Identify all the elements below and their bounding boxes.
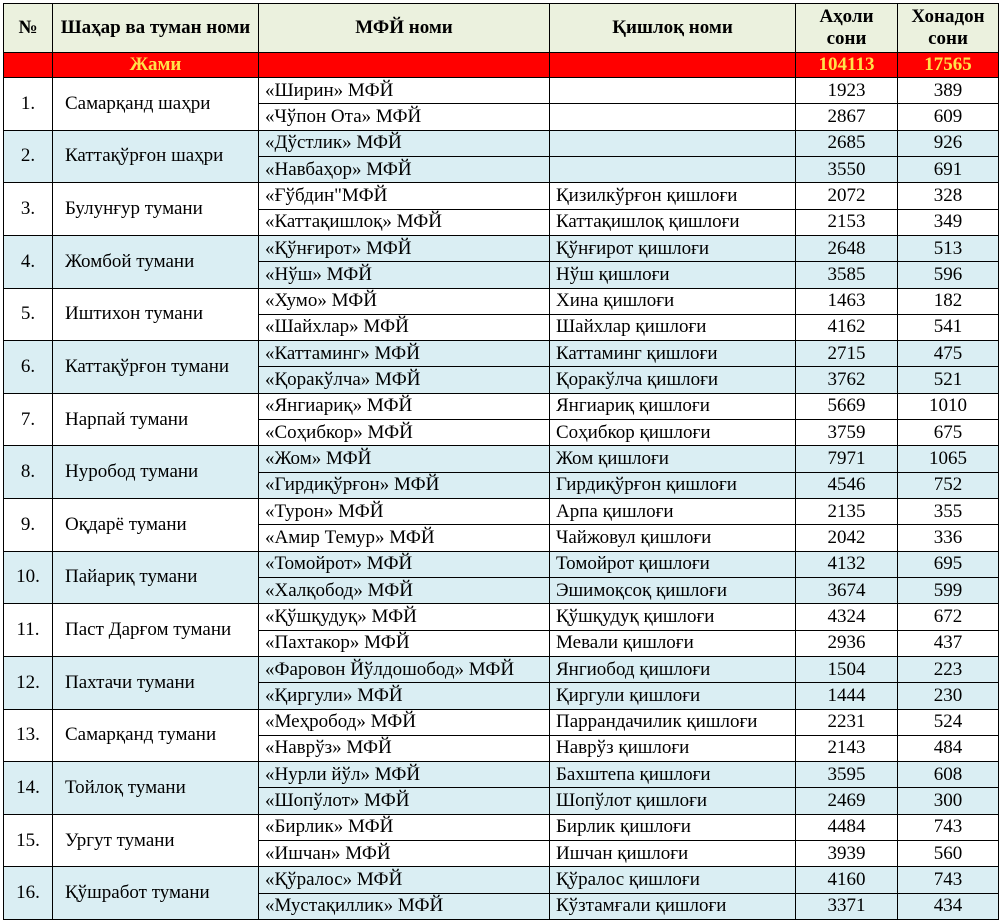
district-name: Тойлоқ тумани xyxy=(53,762,259,815)
village-name: Жом қишлоғи xyxy=(550,446,796,472)
row-number: 5. xyxy=(4,288,53,341)
village-name: Каттаминг қишлоғи xyxy=(550,341,796,367)
village-name xyxy=(550,78,796,104)
village-name: Кўзтамғали қишлоғи xyxy=(550,893,796,919)
population-value: 3762 xyxy=(796,367,898,393)
households-value: 672 xyxy=(898,604,999,630)
village-name: Чайжовул қишлоғи xyxy=(550,525,796,551)
row-number: 10. xyxy=(4,551,53,604)
households-value: 675 xyxy=(898,420,999,446)
total-row xyxy=(4,53,999,78)
population-value: 1444 xyxy=(796,683,898,709)
row-number: 13. xyxy=(4,709,53,762)
population-value: 2135 xyxy=(796,499,898,525)
village-name: Қоракўлча қишлоғи xyxy=(550,367,796,393)
mfy-name: «Наврўз» МФЙ xyxy=(259,735,550,761)
row-number: 1. xyxy=(4,78,53,131)
households-value: 437 xyxy=(898,630,999,656)
district-name: Пахтачи тумани xyxy=(53,656,259,709)
total-num-cell xyxy=(4,53,53,78)
mfy-name: «Шайхлар» МФЙ xyxy=(259,314,550,340)
row-number: 9. xyxy=(4,499,53,552)
mfy-name: «Амир Темур» МФЙ xyxy=(259,525,550,551)
district-name: Паст Дарғом тумани xyxy=(53,604,259,657)
population-value: 4546 xyxy=(796,472,898,498)
households-value: 513 xyxy=(898,235,999,261)
population-value: 4132 xyxy=(796,551,898,577)
district-name: Оқдарё тумани xyxy=(53,499,259,552)
mfy-name: «Фаровон Йўлдошобод» МФЙ xyxy=(259,656,550,682)
table-row xyxy=(4,656,999,682)
population-value: 2685 xyxy=(796,130,898,156)
village-name: Қизилкўрғон қишлоғи xyxy=(550,183,796,209)
households-value: 541 xyxy=(898,314,999,340)
population-value: 2143 xyxy=(796,735,898,761)
district-name: Жомбой тумани xyxy=(53,235,259,288)
population-value: 3939 xyxy=(796,841,898,867)
village-name: Ишчан қишлоғи xyxy=(550,841,796,867)
header-population: Аҳоли сони xyxy=(796,4,898,53)
mfy-name: «Пахтакор» МФЙ xyxy=(259,630,550,656)
mfy-name: «Қоракўлча» МФЙ xyxy=(259,367,550,393)
population-value: 5669 xyxy=(796,393,898,419)
header-row xyxy=(4,4,999,53)
population-value: 3371 xyxy=(796,893,898,919)
total-population: 104113 xyxy=(796,53,898,78)
households-value: 596 xyxy=(898,262,999,288)
population-value: 4484 xyxy=(796,814,898,840)
mfy-name: «Каттақишлоқ» МФЙ xyxy=(259,209,550,235)
total-households: 17565 xyxy=(898,53,999,78)
village-name: Шопўлот қишлоғи xyxy=(550,788,796,814)
village-name xyxy=(550,130,796,156)
population-value: 1504 xyxy=(796,656,898,682)
table-row xyxy=(4,604,999,630)
table-row xyxy=(4,814,999,840)
village-name: Эшимоқсоқ қишлоғи xyxy=(550,577,796,603)
header-village: Қишлоқ номи xyxy=(550,4,796,53)
population-value: 2867 xyxy=(796,104,898,130)
households-value: 524 xyxy=(898,709,999,735)
village-name: Каттақишлоқ қишлоғи xyxy=(550,209,796,235)
village-name: Наврўз қишлоғи xyxy=(550,735,796,761)
district-name: Каттақўрғон тумани xyxy=(53,341,259,394)
row-number: 11. xyxy=(4,604,53,657)
households-value: 608 xyxy=(898,762,999,788)
village-name: Шайхлар қишлоғи xyxy=(550,314,796,340)
households-value: 521 xyxy=(898,367,999,393)
mfy-name: «Янгиариқ» МФЙ xyxy=(259,393,550,419)
table-row xyxy=(4,78,999,104)
households-value: 560 xyxy=(898,841,999,867)
households-value: 743 xyxy=(898,814,999,840)
table-row xyxy=(4,341,999,367)
district-name: Самарқанд шаҳри xyxy=(53,78,259,131)
village-name: Мевали қишлоғи xyxy=(550,630,796,656)
village-name: Қўралос қишлоғи xyxy=(550,867,796,893)
households-value: 484 xyxy=(898,735,999,761)
table-row xyxy=(4,499,999,525)
households-value: 328 xyxy=(898,183,999,209)
mfy-name: «Хумо» МФЙ xyxy=(259,288,550,314)
mfy-name: «Гирдиқўрғон» МФЙ xyxy=(259,472,550,498)
households-value: 230 xyxy=(898,683,999,709)
village-name: Янгиариқ қишлоғи xyxy=(550,393,796,419)
population-value: 2936 xyxy=(796,630,898,656)
row-number: 12. xyxy=(4,656,53,709)
population-value: 3674 xyxy=(796,577,898,603)
total-mfy-cell xyxy=(259,53,550,78)
mfy-name: «Томойрот» МФЙ xyxy=(259,551,550,577)
mfy-name: «Чўпон Ота» МФЙ xyxy=(259,104,550,130)
row-number: 8. xyxy=(4,446,53,499)
table-row xyxy=(4,709,999,735)
header-mfy: МФЙ номи xyxy=(259,4,550,53)
population-value: 7971 xyxy=(796,446,898,472)
district-name: Нарпай тумани xyxy=(53,393,259,446)
row-number: 7. xyxy=(4,393,53,446)
village-name: Янгиобод қишлоғи xyxy=(550,656,796,682)
district-name: Иштихон тумани xyxy=(53,288,259,341)
district-name: Нуробод тумани xyxy=(53,446,259,499)
households-value: 599 xyxy=(898,577,999,603)
households-value: 223 xyxy=(898,656,999,682)
mfy-name: «Турон» МФЙ xyxy=(259,499,550,525)
row-number: 6. xyxy=(4,341,53,394)
village-name xyxy=(550,104,796,130)
settlements-table xyxy=(3,3,999,920)
mfy-name: «Дўстлик» МФЙ xyxy=(259,130,550,156)
mfy-name: «Қўнғирот» МФЙ xyxy=(259,235,550,261)
village-name: Нўш қишлоғи xyxy=(550,262,796,288)
population-value: 4162 xyxy=(796,314,898,340)
row-number: 4. xyxy=(4,235,53,288)
village-name: Хина қишлоғи xyxy=(550,288,796,314)
mfy-name: «Мустақиллик» МФЙ xyxy=(259,893,550,919)
population-value: 1923 xyxy=(796,78,898,104)
village-name: Гирдиқўрғон қишлоғи xyxy=(550,472,796,498)
population-value: 3759 xyxy=(796,420,898,446)
district-name: Каттақўрғон шаҳри xyxy=(53,130,259,183)
mfy-name: «Соҳибкор» МФЙ xyxy=(259,420,550,446)
population-value: 2072 xyxy=(796,183,898,209)
table-row xyxy=(4,393,999,419)
mfy-name: «Ширин» МФЙ xyxy=(259,78,550,104)
row-number: 2. xyxy=(4,130,53,183)
households-value: 355 xyxy=(898,499,999,525)
table-row xyxy=(4,867,999,893)
district-name: Булунғур тумани xyxy=(53,183,259,236)
mfy-name: «Қиргули» МФЙ xyxy=(259,683,550,709)
mfy-name: «Ғўбдин"МФЙ xyxy=(259,183,550,209)
mfy-name: «Қўралос» МФЙ xyxy=(259,867,550,893)
district-name: Ургут тумани xyxy=(53,814,259,867)
table-row xyxy=(4,130,999,156)
population-value: 3585 xyxy=(796,262,898,288)
village-name: Қўшқудуқ қишлоғи xyxy=(550,604,796,630)
mfy-name: «Халқобод» МФЙ xyxy=(259,577,550,603)
households-value: 691 xyxy=(898,156,999,182)
mfy-name: «Бирлик» МФЙ xyxy=(259,814,550,840)
row-number: 3. xyxy=(4,183,53,236)
mfy-name: «Нурли йўл» МФЙ xyxy=(259,762,550,788)
households-value: 434 xyxy=(898,893,999,919)
table-row xyxy=(4,183,999,209)
row-number: 16. xyxy=(4,867,53,920)
total-label: Жами xyxy=(53,53,259,78)
households-value: 926 xyxy=(898,130,999,156)
village-name: Паррандачилик қишлоғи xyxy=(550,709,796,735)
district-name: Пайариқ тумани xyxy=(53,551,259,604)
village-name: Арпа қишлоғи xyxy=(550,499,796,525)
header-households: Хонадон сони xyxy=(898,4,999,53)
population-value: 3595 xyxy=(796,762,898,788)
population-value: 3550 xyxy=(796,156,898,182)
district-name: Қўшработ тумани xyxy=(53,867,259,920)
mfy-name: «Нўш» МФЙ xyxy=(259,262,550,288)
table-row xyxy=(4,235,999,261)
village-name: Бахштепа қишлоғи xyxy=(550,762,796,788)
header-num: № xyxy=(4,4,53,53)
households-value: 300 xyxy=(898,788,999,814)
village-name: Соҳибкор қишлоғи xyxy=(550,420,796,446)
village-name xyxy=(550,156,796,182)
table-row xyxy=(4,446,999,472)
mfy-name: «Қўшқудуқ» МФЙ xyxy=(259,604,550,630)
district-name: Самарқанд тумани xyxy=(53,709,259,762)
population-value: 2648 xyxy=(796,235,898,261)
households-value: 752 xyxy=(898,472,999,498)
village-name: Қўнғирот қишлоғи xyxy=(550,235,796,261)
population-value: 4160 xyxy=(796,867,898,893)
population-value: 4324 xyxy=(796,604,898,630)
households-value: 609 xyxy=(898,104,999,130)
village-name: Қиргули қишлоғи xyxy=(550,683,796,709)
households-value: 695 xyxy=(898,551,999,577)
households-value: 389 xyxy=(898,78,999,104)
households-value: 475 xyxy=(898,341,999,367)
mfy-name: «Каттаминг» МФЙ xyxy=(259,341,550,367)
households-value: 336 xyxy=(898,525,999,551)
population-value: 1463 xyxy=(796,288,898,314)
population-value: 2469 xyxy=(796,788,898,814)
row-number: 15. xyxy=(4,814,53,867)
table-body xyxy=(4,78,999,920)
mfy-name: «Меҳробод» МФЙ xyxy=(259,709,550,735)
population-value: 2715 xyxy=(796,341,898,367)
table-row xyxy=(4,762,999,788)
mfy-name: «Жом» МФЙ xyxy=(259,446,550,472)
population-value: 2231 xyxy=(796,709,898,735)
table-row xyxy=(4,551,999,577)
households-value: 743 xyxy=(898,867,999,893)
households-value: 1010 xyxy=(898,393,999,419)
population-value: 2042 xyxy=(796,525,898,551)
table-row xyxy=(4,288,999,314)
mfy-name: «Ишчан» МФЙ xyxy=(259,841,550,867)
population-value: 2153 xyxy=(796,209,898,235)
village-name: Томойрот қишлоғи xyxy=(550,551,796,577)
mfy-name: «Навбаҳор» МФЙ xyxy=(259,156,550,182)
households-value: 349 xyxy=(898,209,999,235)
village-name: Бирлик қишлоғи xyxy=(550,814,796,840)
total-village-cell xyxy=(550,53,796,78)
households-value: 1065 xyxy=(898,446,999,472)
row-number: 14. xyxy=(4,762,53,815)
mfy-name: «Шопўлот» МФЙ xyxy=(259,788,550,814)
header-district: Шаҳар ва туман номи xyxy=(53,4,259,53)
households-value: 182 xyxy=(898,288,999,314)
